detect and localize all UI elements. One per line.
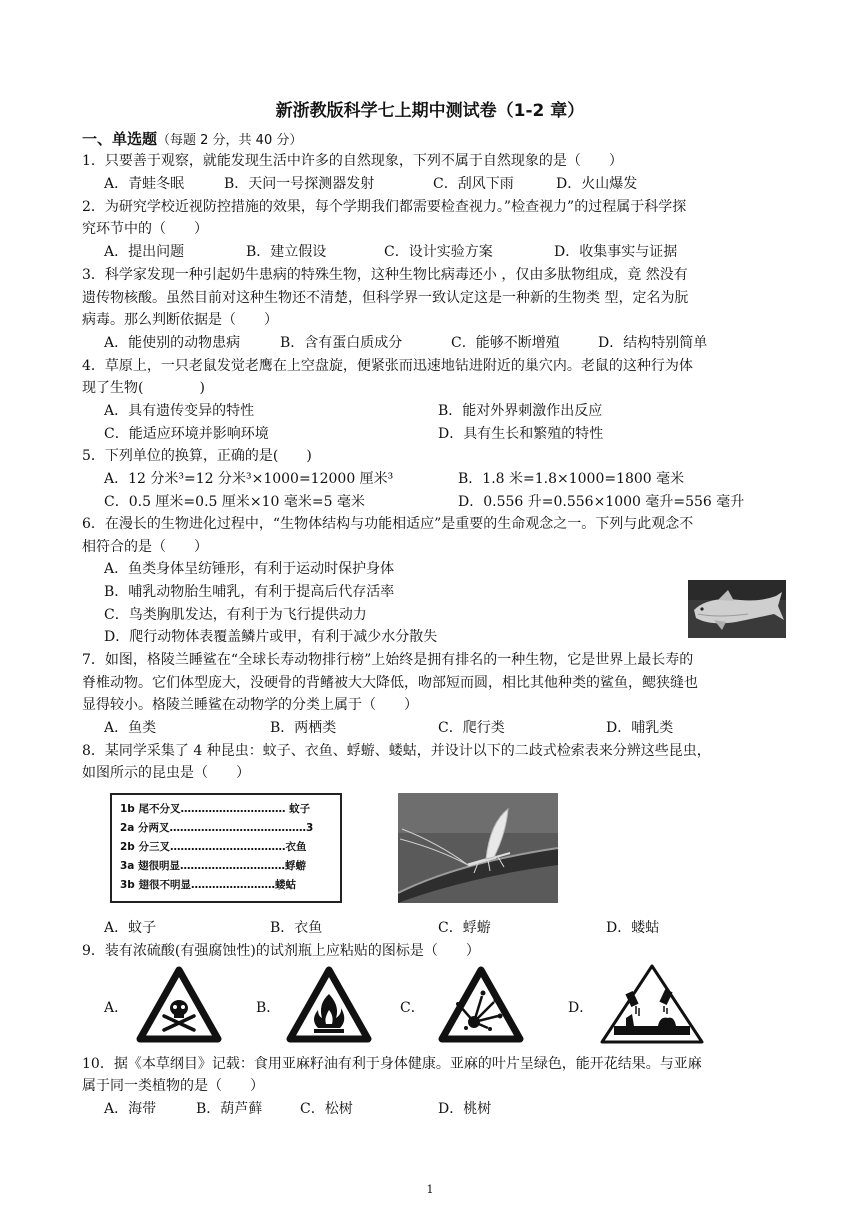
q2-option-c: C．设计实验方案	[384, 244, 493, 260]
q5-option-c: C．0.5 厘米=0.5 厘米×10 毫米=5 毫米	[104, 494, 365, 510]
explosive-hazard-icon	[438, 966, 524, 1044]
question-3-stem-1: 3．科学家发现一种引起奶牛患病的特殊生物，这种生物比病毒还小 ，仅由多肽物组成，竟 然没有	[82, 267, 688, 283]
key-row: 2a 分两叉…………………………………3	[120, 822, 314, 834]
question-5-stem: 5．下列单位的换算，正确的是( )	[82, 448, 312, 464]
toxic-hazard-icon	[136, 966, 222, 1044]
question-10-stem-2: 属于同一类植物的是（ ）	[82, 1078, 264, 1094]
question-1-stem: 1．只要善于观察，就能发现生活中许多的自然现象，下列不属于自然现象的是（ ）	[82, 153, 623, 169]
q3-option-c: C．能够不断增殖	[451, 335, 560, 351]
q1-option-b: B．天问一号探测器发射	[224, 176, 375, 192]
question-7-stem-2: 脊椎动物。它们体型庞大，没硬骨的背鳍被大大降低，吻部短而圆，相比其他种类的鲨鱼，鳃狭缝也	[82, 675, 698, 691]
q10-option-b: B．葫芦藓	[196, 1101, 263, 1117]
q6-option-c: C．鸟类胸肌发达，有利于为飞行提供动力	[104, 607, 367, 623]
flammable-hazard-icon	[286, 966, 372, 1044]
section-heading-label: 一、单选题	[82, 130, 158, 148]
q9-option-d: D．	[568, 1000, 594, 1016]
q6-option-b: B．哺乳动物胎生哺乳，有利于提高后代存活率	[104, 584, 395, 600]
insect-image	[398, 793, 558, 903]
question-3-stem-3: 病毒。那么判断依据是（ ）	[82, 312, 278, 328]
q2-option-d: D．收集事实与证据	[554, 244, 678, 260]
q7-option-c: C．爬行类	[438, 720, 505, 736]
corrosive-hazard-icon	[598, 962, 706, 1046]
dichotomous-key-table	[110, 793, 342, 903]
section-heading-note: （每题 2 分，共 40 分）	[157, 133, 303, 148]
q10-option-d: D．桃树	[438, 1101, 492, 1117]
question-6-stem-2: 相符合的是（ ）	[82, 539, 208, 555]
q5-option-b: B．1.8 米=1.8×1000=1800 毫米	[458, 471, 685, 487]
question-2-stem-2: 究环节中的（ ）	[82, 221, 208, 237]
page-number: 1	[426, 1183, 434, 1196]
q1-option-d: D．火山爆发	[556, 176, 638, 192]
q7-option-d: D．哺乳类	[606, 720, 674, 736]
q4-option-c: C．能适应环境并影响环境	[104, 426, 269, 442]
question-4-stem-1: 4．草原上，一只老鼠发觉老鹰在上空盘旋，便紧张而迅速地钻进附近的巢穴内。老鼠的这种行为体	[82, 358, 693, 374]
q2-option-a: A．提出问题	[104, 244, 185, 260]
q1-option-a: A．青蛙冬眠	[104, 176, 185, 192]
question-10-stem-1: 10．据《本草纲目》记载：食用亚麻籽油有利于身体健康。亚麻的叶片呈绿色，能开花结果。与亚麻	[82, 1056, 702, 1072]
question-3-stem-2: 遗传物核酸。虽然目前对这种生物还不清楚，但科学界一致认定这是一种新的生物类 型，定名为朊	[82, 290, 689, 306]
question-6-stem-1: 6．在漫长的生物进化过程中，“生物体结构与功能相适应”是重要的生命观念之一。下列与此观念不	[82, 516, 694, 532]
question-7-stem-1: 7．如图，格陵兰睡鲨在“全球长寿动物排行榜”上始终是拥有排名的一种生物，它是世界上最长寿的	[82, 652, 694, 668]
page-title: 新浙教版科学七上期中测试卷（1-2 章）	[275, 101, 585, 121]
question-2-stem-1: 2．为研究学校近视防控措施的效果，每个学期我们都需要检查视力。”检查视力”的过程属于科学探	[82, 199, 687, 215]
key-row: 3b 翅很不明显……………………蝼蛄	[120, 879, 296, 891]
q8-option-d: D．蝼蛄	[606, 920, 660, 936]
q4-option-b: B．能对外界刺激作出反应	[438, 403, 603, 419]
q2-option-b: B．建立假设	[246, 244, 327, 260]
q10-option-a: A．海带	[104, 1101, 157, 1117]
q6-option-a: A．鱼类身体呈纺锤形，有利于运动时保护身体	[104, 561, 395, 577]
q1-option-c: C．刮风下雨	[433, 176, 514, 192]
q7-option-a: A．鱼类	[104, 720, 157, 736]
greenland-shark-image	[688, 580, 786, 638]
q6-option-d: D．爬行动物体表覆盖鳞片或甲，有利于减少水分散失	[104, 629, 438, 645]
q8-option-a: A．蚊子	[104, 920, 157, 936]
q9-option-c: C．	[400, 1000, 425, 1016]
question-7-stem-3: 显得较小。格陵兰睡鲨在动物学的分类上属于（ ）	[82, 697, 418, 713]
q7-option-b: B．两栖类	[270, 720, 337, 736]
q4-option-d: D．具有生长和繁殖的特性	[438, 426, 604, 442]
question-8-stem-1: 8．某同学采集了 4 种昆虫：蚊子、衣鱼、蜉蝣、蝼蛄，并设计以下的二歧式检索表来分辨这些昆虫，	[82, 743, 711, 759]
key-row: 2b 分三叉……………………………衣鱼	[120, 841, 307, 853]
section-heading	[82, 128, 302, 149]
q9-option-b: B．	[256, 1000, 281, 1016]
q9-option-a: A．	[104, 1000, 129, 1016]
q3-option-b: B．含有蛋白质成分	[280, 335, 403, 351]
question-9-stem: 9．装有浓硫酸(有强腐蚀性)的试剂瓶上应粘贴的图标是（ ）	[82, 943, 480, 959]
q10-option-c: C．松树	[300, 1101, 353, 1117]
question-4-stem-2: 现了生物( )	[82, 380, 205, 396]
q5-option-d: D．0.556 升=0.556×1000 毫升=556 毫升	[458, 494, 745, 510]
question-8-stem-2: 如图所示的昆虫是（ ）	[82, 765, 250, 781]
key-row: 1b 尾不分叉………………………… 蚊子	[120, 803, 311, 815]
q5-option-a: A．12 分米³=12 分米³×1000=12000 厘米³	[104, 471, 394, 487]
q4-option-a: A．具有遗传变异的特性	[104, 403, 255, 419]
q3-option-d: D．结构特别简单	[598, 335, 708, 351]
q8-option-c: C．蜉蝣	[438, 920, 491, 936]
q3-option-a: A．能使别的动物患病	[104, 335, 241, 351]
q8-option-b: B．衣鱼	[270, 920, 323, 936]
key-row: 3a 翅很明显…………………………蜉蝣	[120, 860, 307, 872]
